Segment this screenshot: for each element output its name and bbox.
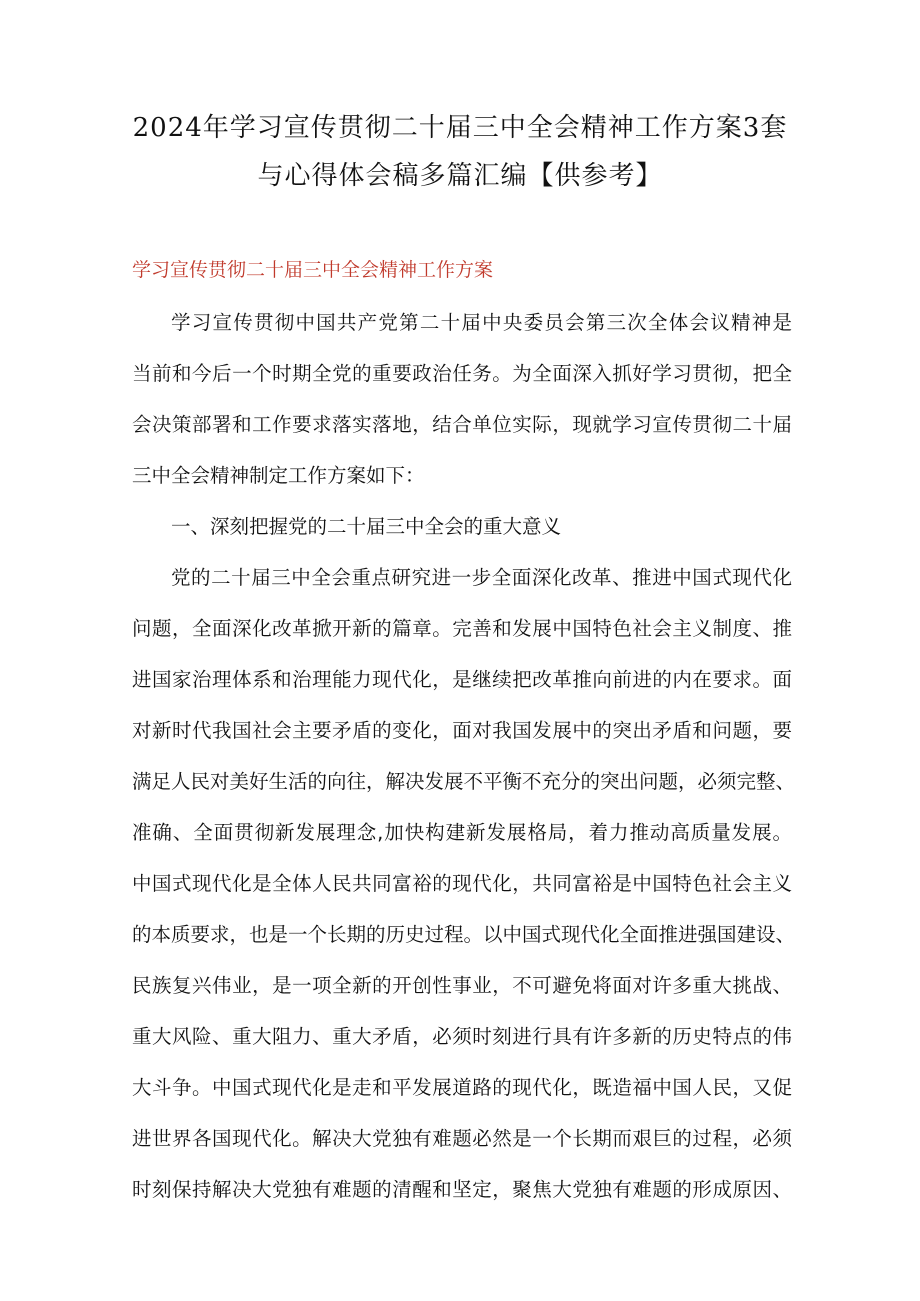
paragraph-line: 进国家治理体系和治理能力现代化，是继续把改革推向前进的内在要求。面 xyxy=(132,668,792,691)
paragraph-line: 重大风险、重大阻力、重大矛盾，必须时刻进行具有许多新的历史特点的伟 xyxy=(132,1025,792,1048)
paragraph-line: 民族复兴伟业，是一项全新的开创性事业，不可避免将面对许多重大挑战、 xyxy=(132,974,792,997)
body-paragraph xyxy=(132,552,796,1215)
paragraph-line: 大斗争。中国式现代化是走和平发展道路的现代化，既造福中国人民，又促 xyxy=(132,1076,792,1099)
paragraph-line: 满足人民对美好生活的向往，解决发展不平衡不充分的突出问题，必须完整、 xyxy=(132,770,796,793)
paragraph-line: 进世界各国现代化。解决大党独有难题必然是一个长期而艰巨的过程，必须 xyxy=(132,1127,792,1150)
intro-paragraph xyxy=(132,297,792,552)
paragraph-line: 会决策部署和工作要求落实落地，结合单位实际，现就学习宣传贯彻二十届 xyxy=(132,413,792,436)
paragraph-line: 三中全会精神制定工作方案如下： xyxy=(132,464,425,487)
paragraph-line: 的本质要求，也是一个长期的历史过程。以中国式现代化全面推进强国建设、 xyxy=(132,923,796,946)
paragraph-line: 准确、全面贯彻新发展理念,加快构建新发展格局，着力推动高质量发展。 xyxy=(132,821,792,844)
paragraph-line: 时刻保持解决大党独有难题的清醒和坚定，聚焦大党独有难题的形成原因、 xyxy=(132,1178,792,1201)
paragraph-line: 中国式现代化是全体人民共同富裕的现代化，共同富裕是中国特色社会主义 xyxy=(132,872,792,895)
paragraph-line: 党的二十届三中全会重点研究进一步全面深化改革、推进中国式现代化 xyxy=(171,566,792,589)
paragraph-line: 学习宣传贯彻中国共产党第二十届中央委员会第三次全体会议精神是 xyxy=(171,311,792,334)
paragraph-line: 问题，全面深化改革掀开新的篇章。完善和发展中国特色社会主义制度、推 xyxy=(132,617,792,640)
title-line-2: 与心得体会稿多篇汇编【供参考】 xyxy=(257,161,663,191)
paragraph-line: 当前和今后一个时期全党的重要政治任务。为全面深入抓好学习贯彻，把全 xyxy=(132,362,792,385)
subheading: 一、深刻把握党的二十届三中全会的重大意义 xyxy=(171,515,562,538)
section-heading: 学习宣传贯彻二十届三中全会精神工作方案 xyxy=(132,259,494,281)
title-line-1: 2024年学习宣传贯彻二十届三中全会精神工作方案3套 xyxy=(132,113,788,143)
document-title xyxy=(100,104,820,200)
paragraph-line: 对新时代我国社会主要矛盾的变化，面对我国发展中的突出矛盾和问题，要 xyxy=(132,719,792,742)
